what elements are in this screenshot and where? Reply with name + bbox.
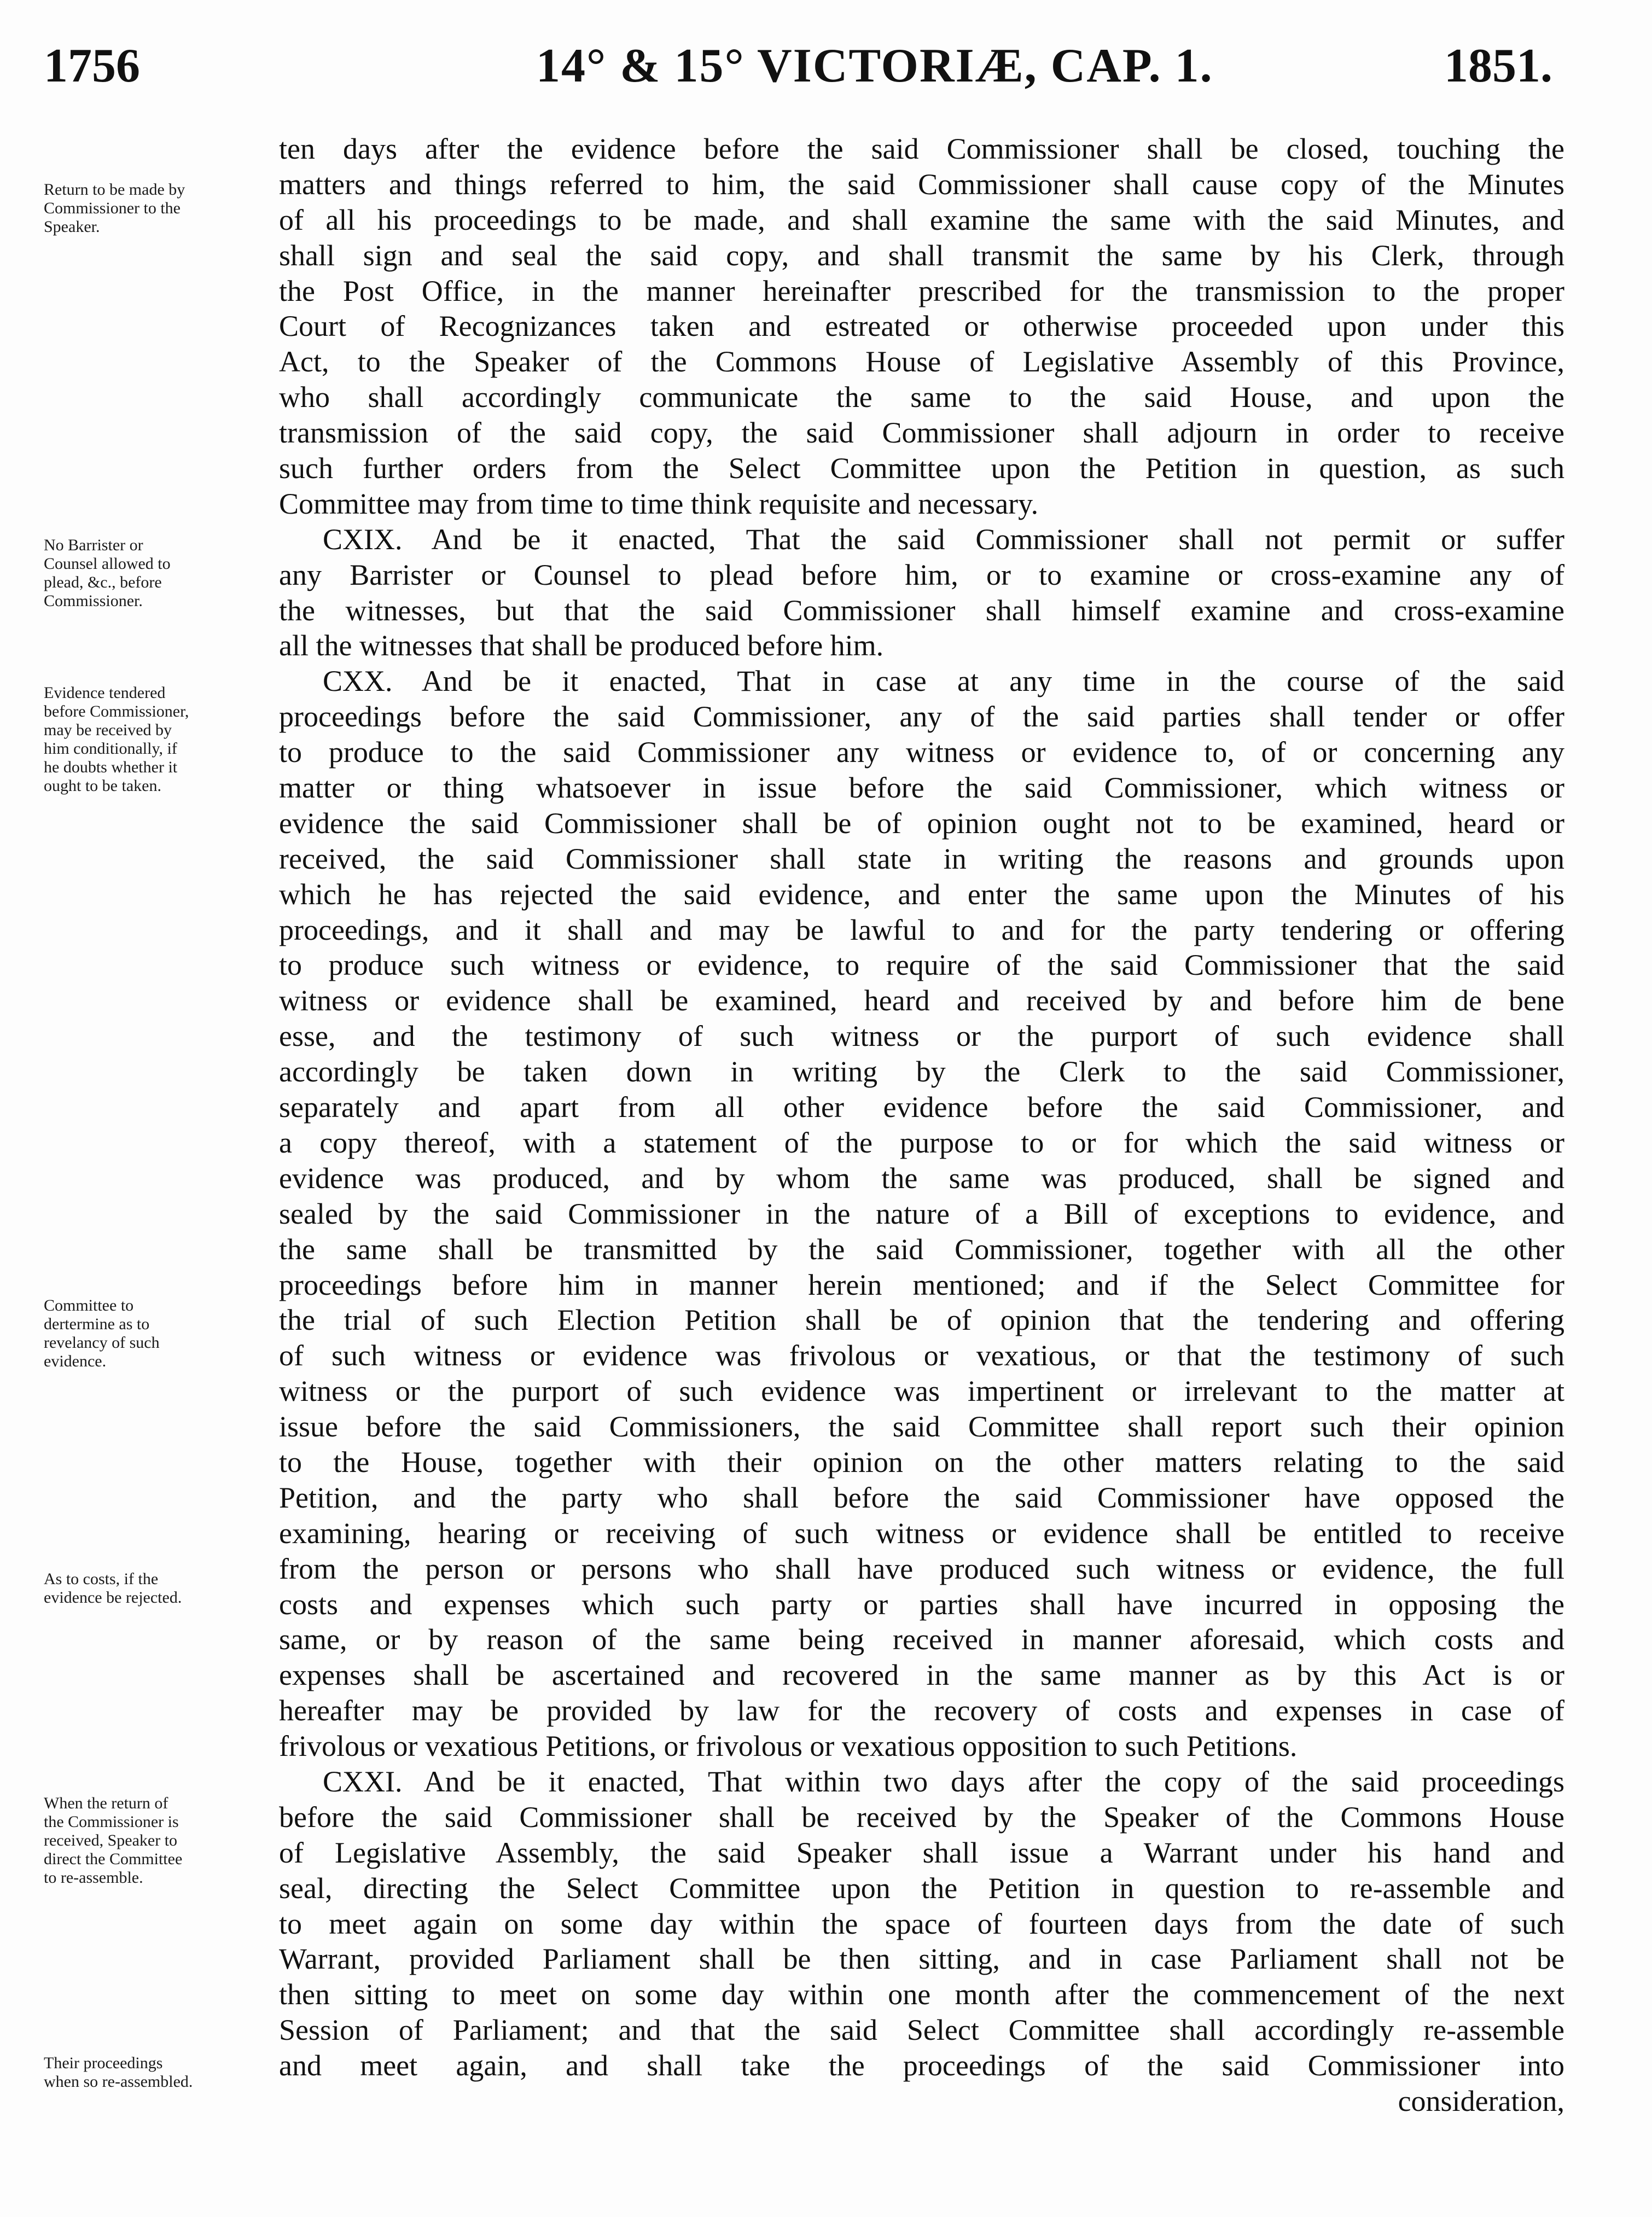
margin-note-line: direct the Committee: [44, 1850, 183, 1868]
margin-note-line: he doubts whether it: [44, 758, 178, 776]
margin-note-line: Counsel allowed to: [44, 555, 171, 573]
margin-note: [44, 1794, 274, 1887]
margin-note-line: before Commissioner,: [44, 702, 189, 720]
body-line: then sitting to meet on some day within one month after the commencement of the next: [279, 1978, 1564, 2011]
margin-note-line: evidence.: [44, 1352, 107, 1370]
margin-note: [44, 536, 274, 610]
body-line: proceedings before him in manner herein mentioned; and if the Select Committee for: [279, 1268, 1564, 1301]
body-line: the witnesses, but that the said Commissioner shall himself examine and cross-examine: [279, 593, 1564, 627]
margin-note-line: As to costs, if the: [44, 1570, 159, 1588]
body-line: matter or thing whatsoever in issue before the said Commissioner, which witness or: [279, 771, 1564, 805]
body-line: to produce to the said Commissioner any witness or evidence to, of or concerning any: [279, 736, 1564, 769]
margin-note-line: Committee to: [44, 1296, 134, 1314]
margin-note: [44, 181, 274, 236]
body-line: Session of Parliament; and that the said Select Committee shall accordingly re-assemble: [279, 2014, 1564, 2047]
margin-note-line: Return to be made by: [44, 181, 185, 199]
margin-note: [44, 1296, 274, 1371]
body-line: consideration,: [1398, 2084, 1564, 2117]
body-line: such further orders from the Select Committee upon the Petition in question, as such: [279, 452, 1564, 485]
margin-note-line: when so re-assembled.: [44, 2073, 193, 2091]
body-line: hereafter may be provided by law for the recovery of costs and expenses in case of: [279, 1694, 1564, 1727]
body-line: before the said Commissioner shall be received by the Speaker of the Commons House: [279, 1800, 1564, 1834]
body-line: Warrant, provided Parliament shall be then sitting, and in case Parliament shall not be: [279, 1942, 1564, 1976]
body-line: and meet again, and shall take the proceedings of the said Commissioner into: [279, 2049, 1564, 2082]
body-line: all the witnesses that shall be produced before him.: [279, 629, 884, 662]
body-text: [279, 131, 1564, 2119]
margin-note-line: No Barrister or: [44, 536, 143, 554]
body-line: evidence the said Commissioner shall be of opinion ought not to be examined, heard or: [279, 806, 1564, 840]
body-line: matters and things referred to him, the said Commissioner shall cause copy of the Minutes: [279, 167, 1564, 201]
margin-note-line: received, Speaker to: [44, 1831, 178, 1849]
margin-note-line: ought to be taken.: [44, 777, 161, 795]
body-line: of Legislative Assembly, the said Speaker shall issue a Warrant under his hand and: [279, 1836, 1564, 1869]
body-line: examining, hearing or receiving of such witness or evidence shall be entitled to receive: [279, 1516, 1564, 1550]
body-line: any Barrister or Counsel to plead before him, or to examine or cross-examine any of: [279, 558, 1564, 591]
running-title: 14° & 15° VICTORIÆ, CAP. 1.: [536, 39, 1213, 92]
body-line: to produce such witness or evidence, to require of the said Commissioner that the said: [279, 949, 1564, 982]
margin-note-line: Speaker.: [44, 218, 100, 236]
body-line: Petition, and the party who shall before the said Commissioner have opposed the: [279, 1481, 1564, 1514]
margin-note-line: evidence be rejected.: [44, 1588, 182, 1607]
body-line: same, or by reason of the same being received in manner aforesaid, which costs and: [279, 1623, 1564, 1656]
margin-note: [44, 2054, 274, 2091]
margin-note-line: Commissioner.: [44, 592, 143, 610]
margin-note-line: revelancy of such: [44, 1334, 160, 1352]
body-line: the same shall be transmitted by the said Commissioner, together with all the other: [279, 1232, 1564, 1266]
body-line: to meet again on some day within the space of fourteen days from the date of such: [279, 1907, 1564, 1940]
body-line: received, the said Commissioner shall state in writing the reasons and grounds upon: [279, 842, 1564, 875]
body-line: costs and expenses which such party or parties shall have incurred in opposing the: [279, 1587, 1564, 1621]
body-line: witness or evidence shall be examined, heard and received by and before him de bene: [279, 984, 1564, 1017]
margin-note-line: him conditionally, if: [44, 740, 177, 758]
body-line: to the House, together with their opinion on the other matters relating to the said: [279, 1445, 1564, 1479]
margin-note-line: When the return of: [44, 1794, 168, 1812]
body-line: CXXI. And be it enacted, That within two days after the copy of the said proceedings: [323, 1765, 1564, 1798]
body-line: transmission of the said copy, the said Commissioner shall adjourn in order to receive: [279, 416, 1564, 450]
body-line: proceedings before the said Commissioner, any of the said parties shall tender or offer: [279, 700, 1564, 734]
body-line: which he has rejected the said evidence, and enter the same upon the Minutes of his: [279, 877, 1564, 911]
margin-note-line: may be received by: [44, 721, 172, 739]
body-line: Court of Recognizances taken and estreated or otherwise proceeded upon under this: [279, 310, 1564, 343]
body-line: Act, to the Speaker of the Commons House of Legislative Assembly of this Province,: [279, 345, 1564, 379]
body-line: CXIX. And be it enacted, That the said Commissioner shall not permit or suffer: [323, 522, 1564, 556]
body-line: seal, directing the Select Committee upon the Petition in question to re-assemble and: [279, 1871, 1564, 1905]
body-line: accordingly be taken down in writing by the Clerk to the said Commissioner,: [279, 1055, 1564, 1089]
margin-note: [44, 1570, 274, 1607]
body-line: evidence was produced, and by whom the same was produced, shall be signed and: [279, 1161, 1564, 1195]
body-line: esse, and the testimony of such witness or the purport of such evidence shall: [279, 1020, 1564, 1053]
body-line: issue before the said Commissioners, the said Committee shall report such their opinion: [279, 1410, 1564, 1444]
body-line: proceedings, and it shall and may be lawful to and for the party tendering or offering: [279, 913, 1564, 946]
body-line: expenses shall be ascertained and recovered in the same manner as by this Act is or: [279, 1659, 1564, 1692]
body-line: the Post Office, in the manner hereinafter prescribed for the transmission to the proper: [279, 274, 1564, 307]
margin-note-line: the Commissioner is: [44, 1813, 179, 1831]
body-line: ten days after the evidence before the said Commissioner shall be closed, touching the: [279, 132, 1564, 165]
margin-note: [44, 684, 274, 795]
body-line: CXX. And be it enacted, That in case at any time in the course of the said: [323, 665, 1564, 698]
body-line: the trial of such Election Petition shall be of opinion that the tendering and offering: [279, 1304, 1564, 1337]
body-line: sealed by the said Commissioner in the nature of a Bill of exceptions to evidence, and: [279, 1197, 1564, 1230]
body-line: of all his proceedings to be made, and shall examine the same with the said Minutes, and: [279, 203, 1564, 236]
body-line: separately and apart from all other evidence before the said Commissioner, and: [279, 1091, 1564, 1124]
margin-note-line: Their proceedings: [44, 2054, 163, 2072]
margin-note-line: plead, &c., before: [44, 573, 162, 591]
body-line: frivolous or vexatious Petitions, or frivolous or vexatious opposition to such Petitions.: [279, 1730, 1298, 1763]
body-line: shall sign and seal the said copy, and shall transmit the same by his Clerk, through: [279, 238, 1564, 272]
margin-note-line: Evidence tendered: [44, 684, 166, 702]
body-line: of such witness or evidence was frivolous or vexatious, or that the testimony of such: [279, 1339, 1564, 1372]
page-number: 1756: [44, 39, 140, 92]
margin-note-line: to re-assemble.: [44, 1869, 143, 1887]
body-line: witness or the purport of such evidence was impertinent or irrelevant to the matter at: [279, 1375, 1564, 1408]
margin-note-line: Commissioner to the: [44, 199, 181, 217]
margin-note-line: dertermine as to: [44, 1315, 150, 1333]
body-line: a copy thereof, with a statement of the purpose to or for which the said witness or: [279, 1126, 1564, 1159]
page-year: 1851.: [1444, 39, 1552, 92]
body-line: who shall accordingly communicate the same to the said House, and upon the: [279, 381, 1564, 414]
body-line: from the person or persons who shall have produced such witness or evidence, the full: [279, 1552, 1564, 1585]
body-line: Committee may from time to time think requisite and necessary.: [279, 487, 1039, 520]
